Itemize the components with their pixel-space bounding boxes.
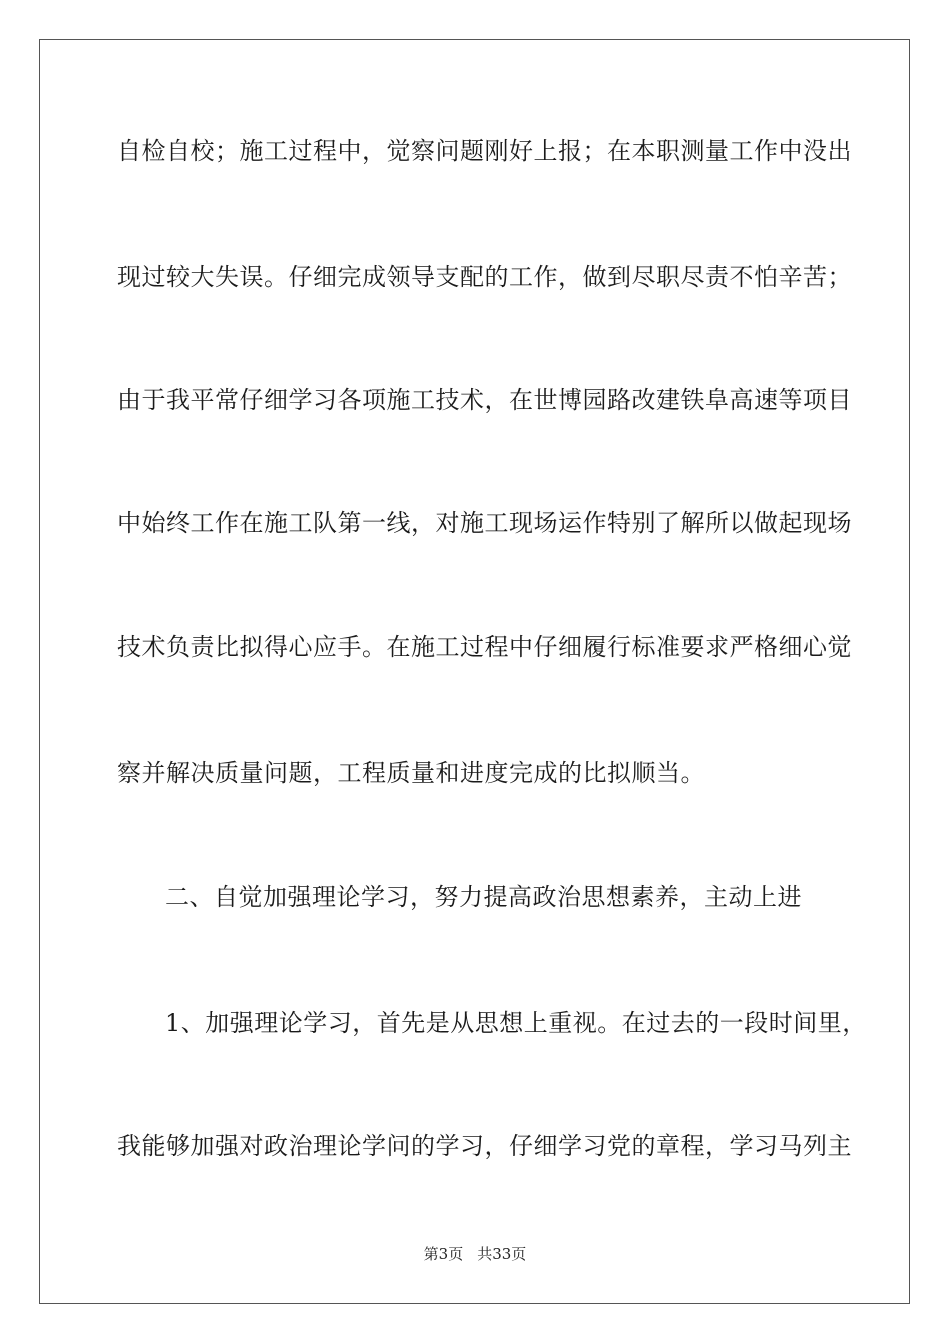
total-pages: 共33页: [477, 1245, 527, 1263]
body-text-line: 自检自校；施工过程中，觉察问题刚好上报；在本职测量工作中没出: [117, 137, 852, 165]
body-text-line: 中始终工作在施工队第一线，对施工现场运作特别了解所以做起现场: [117, 509, 852, 537]
page-border: [39, 39, 910, 1304]
section-heading: 二、自觉加强理论学习，努力提高政治思想素养，主动上进: [165, 883, 802, 911]
body-text-line: 我能够加强对政治理论学问的学习，仔细学习党的章程，学习马列主: [117, 1132, 852, 1160]
body-text-line: 由于我平常仔细学习各项施工技术，在世博园路改建铁阜高速等项目: [117, 386, 852, 414]
page-number: 第3页: [423, 1245, 464, 1263]
page-footer: [0, 1244, 950, 1264]
body-text-line: 现过较大失误。仔细完成领导支配的工作，做到尽职尽责不怕辛苦；: [117, 263, 852, 291]
body-text-line: 察并解决质量问题，工程质量和进度完成的比拟顺当。: [117, 759, 705, 787]
body-text-line: 技术负责比拟得心应手。在施工过程中仔细履行标准要求严格细心觉: [117, 633, 852, 661]
body-text-line: 1、加强理论学习，首先是从思想上重视。在过去的一段时间里，: [165, 1009, 867, 1037]
